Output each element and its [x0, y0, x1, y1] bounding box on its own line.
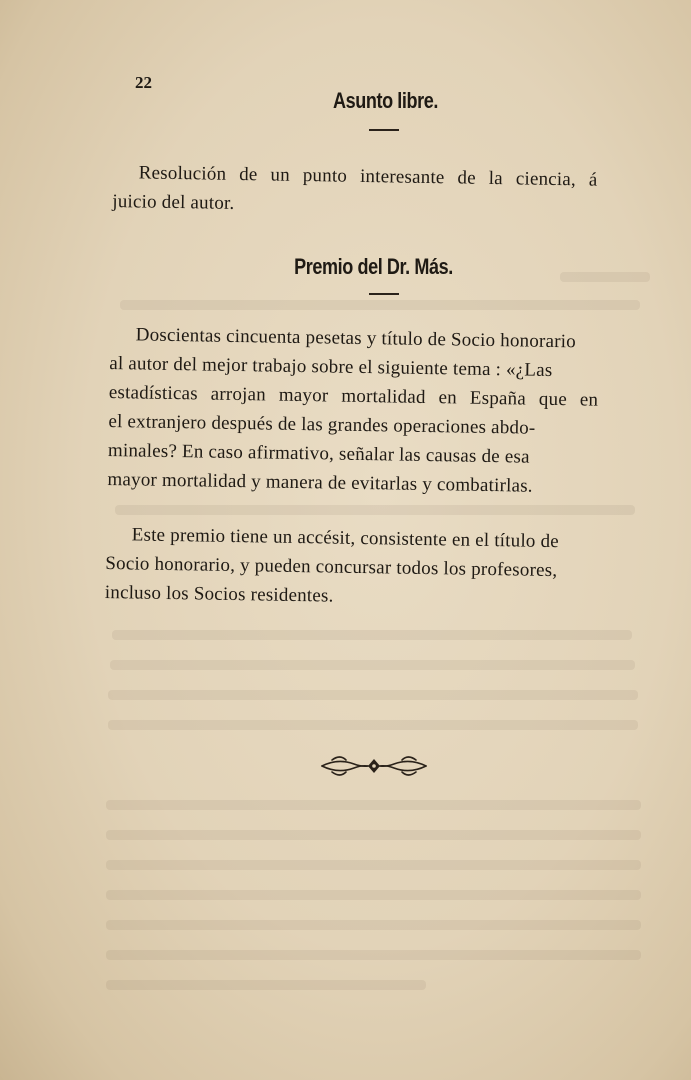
- text-line: incluso los Socios residentes.: [104, 581, 334, 607]
- text-line: mayor mortalidad y manera de evitarlas y combatirlas.: [107, 468, 533, 497]
- bleed-through-line: [106, 980, 426, 990]
- text-line: juicio del autor.: [112, 190, 235, 214]
- text-line: al autor del mejor trabajo sobre el siguiente tema : «¿Las: [109, 352, 553, 381]
- section-body-asunto-libre: [112, 158, 653, 224]
- text-line: el extranjero después de las grandes operaciones abdo-: [108, 410, 536, 439]
- section-heading-asunto-libre: Asunto libre.: [333, 88, 438, 113]
- text-line: Este premio tiene un accésit, consistente en el título de: [131, 524, 560, 553]
- text-line: Socio honorario, y pueden concursar todos los profesores,: [105, 552, 558, 582]
- bleed-through-line: [106, 800, 641, 810]
- heading-divider: [369, 293, 399, 295]
- printer-ornament-icon: [318, 748, 430, 784]
- page-number: 22: [135, 73, 152, 92]
- section-body-premio-paragraph-1: [107, 320, 655, 503]
- bleed-through-line: [106, 950, 641, 960]
- bleed-through-line: [106, 860, 641, 870]
- bleed-through-line: [108, 690, 638, 700]
- bleed-through-line: [106, 830, 641, 840]
- bleed-through-line: [110, 660, 635, 670]
- section-body-premio-paragraph-2: [105, 520, 651, 616]
- text-line: Doscientas cincuenta pesetas y título de Socio honorario: [135, 324, 577, 353]
- bleed-through-line: [106, 890, 641, 900]
- bleed-through-line: [108, 720, 638, 730]
- heading-divider: [369, 129, 399, 131]
- bleed-through-line: [115, 505, 635, 515]
- text-line: Resolución de un punto interesante de la ciencia, á: [138, 162, 598, 191]
- section-heading-premio-dr-mas: Premio del Dr. Más.: [294, 254, 453, 279]
- bleed-through-line: [106, 920, 641, 930]
- bleed-through-line: [112, 630, 632, 640]
- text-line: estadísticas arrojan mayor mortalidad en España que en: [108, 381, 599, 411]
- bleed-through-line: [120, 300, 640, 310]
- text-line: minales? En caso afirmativo, señalar las causas de esa: [107, 439, 530, 468]
